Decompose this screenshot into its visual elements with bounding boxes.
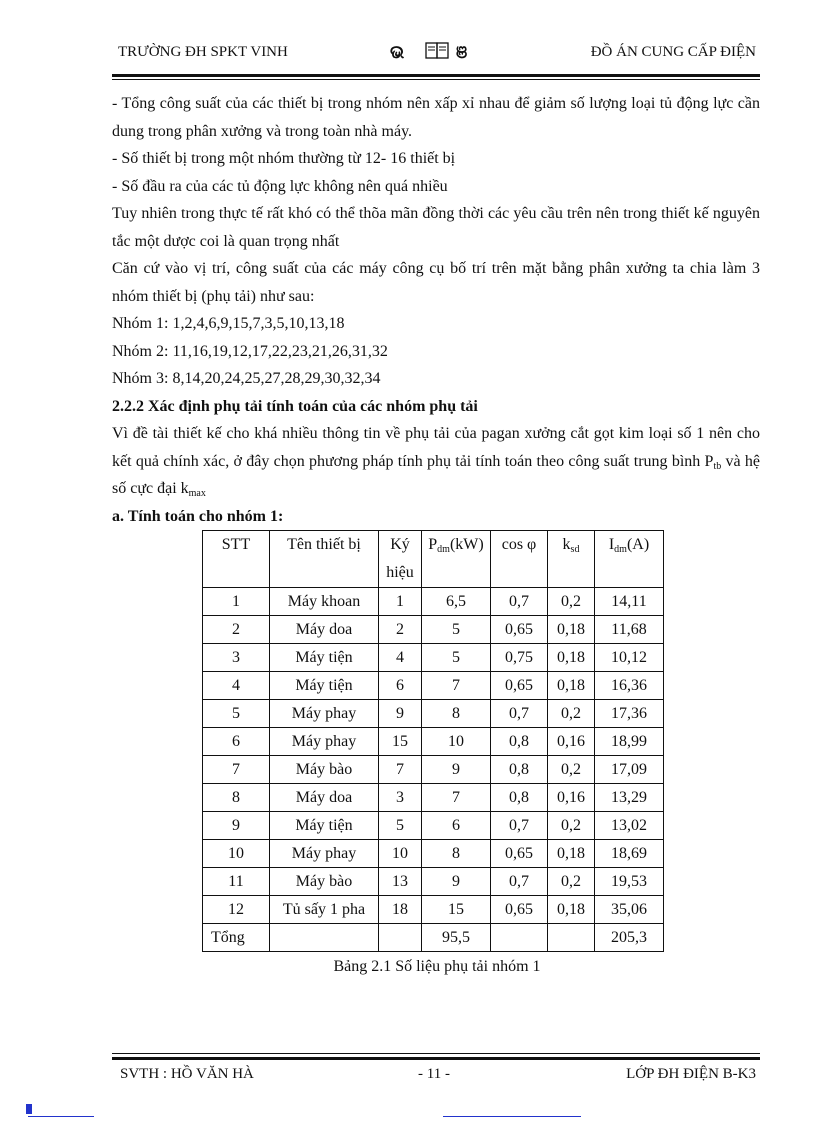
- table-cell-p: 10: [422, 728, 491, 756]
- table-cell-stt: 2: [203, 616, 270, 644]
- group-1-line: Nhóm 1: 1,2,4,6,9,15,7,3,5,10,13,18: [112, 315, 345, 332]
- table-cell-ksd: 0,16: [548, 728, 595, 756]
- table-cell-symbol: 5: [379, 812, 422, 840]
- total-empty-ksd: [548, 924, 595, 952]
- paragraph-6-text-b: và hệ số cực đại k: [112, 452, 761, 497]
- paragraph-6-text-a: Vì đề tài thiết kế cho khá nhiều thông tin về phụ tải của pagan xưởng cắt gọt kim loại số 1 nên cho kết quả chính xác, ở đây chọn phương pháp tính phụ tải tính toán theo công suất trung bình P: [112, 425, 760, 470]
- table-cell-i: 35,06: [595, 896, 664, 924]
- header-rule-thick: [112, 74, 760, 77]
- table-cell-cos: 0,8: [491, 728, 548, 756]
- table-cell-name: Máy phay: [270, 840, 379, 868]
- table-cell-cos: 0,65: [491, 896, 548, 924]
- table-header-row: [203, 531, 664, 588]
- page-header: [112, 44, 760, 68]
- table-cell-cos: 0,7: [491, 700, 548, 728]
- header-school: TRƯỜNG ĐH SPKT VINH: [118, 44, 288, 60]
- paragraph-6-sub-max: max: [188, 488, 206, 499]
- table-cell-cos: 0,75: [491, 644, 548, 672]
- header-symbol-line1: Ký: [390, 536, 410, 553]
- table-cell-i: 17,36: [595, 700, 664, 728]
- table-cell-stt: 6: [203, 728, 270, 756]
- table-cell-symbol: 10: [379, 840, 422, 868]
- table-cell-ksd: 0,18: [548, 840, 595, 868]
- table-cell-symbol: 13: [379, 868, 422, 896]
- table-cell-p: 5: [422, 644, 491, 672]
- paragraph-5: Căn cứ vào vị trí, công suất của các máy công cụ bố trí trên mặt bằng phân xưởng ta chia làm 3 nhóm thiết bị (phụ tải) như sau:: [112, 260, 760, 305]
- total-empty-name: [270, 924, 379, 952]
- header-symbol-line2: hiệu: [386, 564, 414, 581]
- section-heading: 2.2.2 Xác định phụ tải tính toán của các nhóm phụ tải: [112, 397, 478, 415]
- total-current: 205,3: [595, 924, 664, 952]
- svg-text:ଭ: ଭ: [390, 42, 406, 63]
- table-cell-ksd: 0,2: [548, 700, 595, 728]
- table-cell-symbol: 7: [379, 756, 422, 784]
- table-cell-cos: 0,8: [491, 784, 548, 812]
- footer-rule-thick: [112, 1057, 760, 1060]
- table-cell-symbol: 4: [379, 644, 422, 672]
- table-cell-name: Máy phay: [270, 728, 379, 756]
- table-cell-name: Máy bào: [270, 868, 379, 896]
- table-cell-symbol: 3: [379, 784, 422, 812]
- table-cell-cos: 0,7: [491, 868, 548, 896]
- table-cell-name: Tủ sấy 1 pha: [270, 896, 379, 924]
- subsection-heading: a. Tính toán cho nhóm 1:: [112, 507, 284, 525]
- table-cell-i: 10,12: [595, 644, 664, 672]
- table-cell-i: 16,36: [595, 672, 664, 700]
- footer-page-number: - 11 -: [418, 1066, 450, 1082]
- table-cell-stt: 9: [203, 812, 270, 840]
- header-current-unit: (A): [626, 536, 650, 553]
- table-row: [203, 812, 664, 840]
- header-stt: STT: [203, 531, 270, 588]
- header-course: ĐỒ ÁN CUNG CẤP ĐIỆN: [590, 44, 756, 60]
- total-power: 95,5: [422, 924, 491, 952]
- table-cell-symbol: 2: [379, 616, 422, 644]
- footer-link-right[interactable]: [443, 1116, 581, 1117]
- table-row: [203, 644, 664, 672]
- table-row: [203, 784, 664, 812]
- table-cell-i: 17,09: [595, 756, 664, 784]
- table-cell-stt: 3: [203, 644, 270, 672]
- book-ornament-icon: [390, 41, 486, 63]
- table-cell-p: 6: [422, 812, 491, 840]
- table-cell-ksd: 0,18: [548, 644, 595, 672]
- table-row: [203, 868, 664, 896]
- table-cell-name: Máy tiện: [270, 644, 379, 672]
- table-cell-ksd: 0,18: [548, 616, 595, 644]
- table-cell-i: 18,99: [595, 728, 664, 756]
- paragraph-2: - Số thiết bị trong một nhóm thường từ 12- 16 thiết bị: [112, 150, 456, 167]
- table-row: [203, 840, 664, 868]
- table-cell-name: Máy doa: [270, 784, 379, 812]
- table-cell-symbol: 15: [379, 728, 422, 756]
- table-cell-symbol: 6: [379, 672, 422, 700]
- table-cell-ksd: 0,16: [548, 784, 595, 812]
- table-cell-i: 18,69: [595, 840, 664, 868]
- table-caption: Bảng 2.1 Số liệu phụ tải nhóm 1: [333, 958, 541, 975]
- header-ornament-icon: [390, 41, 486, 68]
- table-cell-i: 14,11: [595, 588, 664, 616]
- table-cell-ksd: 0,18: [548, 672, 595, 700]
- footer-class: LỚP ĐH ĐIỆN B-K3: [626, 1066, 756, 1082]
- header-power-main: P: [428, 536, 438, 553]
- table-cell-stt: 7: [203, 756, 270, 784]
- table-cell-name: Máy doa: [270, 616, 379, 644]
- table-cell-p: 9: [422, 756, 491, 784]
- footer-rule-thin: [112, 1053, 760, 1054]
- document-body: [112, 90, 760, 530]
- table-cell-ksd: 0,2: [548, 588, 595, 616]
- table-cell-cos: 0,65: [491, 672, 548, 700]
- header-cos: cos φ: [491, 531, 548, 588]
- table-cell-cos: 0,65: [491, 616, 548, 644]
- table-row: [203, 616, 664, 644]
- paragraph-3: - Số đầu ra của các tủ động lực không nên quá nhiều: [112, 177, 448, 195]
- svg-text:ଞ: ଞ: [456, 42, 469, 63]
- paragraph-6-sub-tb: tb: [713, 460, 722, 472]
- table-row: [203, 728, 664, 756]
- header-power-unit: (kW): [449, 536, 484, 553]
- table-cell-symbol: 1: [379, 588, 422, 616]
- table-cell-stt: 5: [203, 700, 270, 728]
- table-cell-p: 8: [422, 700, 491, 728]
- total-empty-cos: [491, 924, 548, 952]
- table-cell-ksd: 0,2: [548, 868, 595, 896]
- group-2-line: Nhóm 2: 11,16,19,12,17,22,23,21,26,31,32: [112, 342, 388, 360]
- table-cell-p: 6,5: [422, 588, 491, 616]
- header-current-sub: dm: [614, 544, 627, 555]
- table-total-row: [203, 924, 664, 952]
- table-cell-stt: 12: [203, 896, 270, 924]
- table-cell-symbol: 9: [379, 700, 422, 728]
- header-ksd: [548, 531, 595, 588]
- table-cell-name: Máy phay: [270, 700, 379, 728]
- total-empty-symbol: [379, 924, 422, 952]
- table-row: [203, 672, 664, 700]
- table-row: [203, 700, 664, 728]
- table-cell-ksd: 0,2: [548, 756, 595, 784]
- table-cell-name: Máy khoan: [270, 588, 379, 616]
- header-name: Tên thiết bị: [270, 531, 379, 588]
- table-cell-p: 15: [422, 896, 491, 924]
- table-cell-p: 5: [422, 616, 491, 644]
- table-cell-p: 7: [422, 784, 491, 812]
- table-cell-stt: 11: [203, 868, 270, 896]
- header-current-main: I: [608, 536, 615, 553]
- header-power-sub: dm: [437, 544, 450, 555]
- table-cell-i: 11,68: [595, 616, 664, 644]
- table-cell-p: 8: [422, 840, 491, 868]
- table-row: [203, 896, 664, 924]
- table-row: [203, 588, 664, 616]
- table-cell-ksd: 0,2: [548, 812, 595, 840]
- load-table: [202, 530, 664, 952]
- table-cell-stt: 10: [203, 840, 270, 868]
- footer-student: SVTH : HỒ VĂN HÀ: [120, 1066, 254, 1082]
- table-cell-symbol: 18: [379, 896, 422, 924]
- table-cell-name: Máy tiện: [270, 812, 379, 840]
- group-3-line: Nhóm 3: 8,14,20,24,25,27,28,29,30,32,34: [112, 370, 381, 387]
- header-symbol: [379, 531, 422, 588]
- paragraph-6: [112, 420, 760, 503]
- table-cell-cos: 0,7: [491, 812, 548, 840]
- total-label: Tổng: [203, 924, 270, 952]
- table-cell-i: 13,02: [595, 812, 664, 840]
- paragraph-4: Tuy nhiên trong thực tế rất khó có thể thõa mãn đồng thời các yêu cầu trên nên trong thiết kế nguyên tắc một dược coi là quan trọng nhất: [112, 205, 760, 250]
- table-cell-i: 19,53: [595, 868, 664, 896]
- table-cell-name: Máy bào: [270, 756, 379, 784]
- table-cell-cos: 0,65: [491, 840, 548, 868]
- table-cell-p: 9: [422, 868, 491, 896]
- header-ksd-sub: sd: [570, 544, 580, 555]
- table-row: [203, 756, 664, 784]
- table-cell-name: Máy tiện: [270, 672, 379, 700]
- header-ksd-main: k: [562, 536, 571, 553]
- table-cell-p: 7: [422, 672, 491, 700]
- table-cell-cos: 0,8: [491, 756, 548, 784]
- header-power: [422, 531, 491, 588]
- link-marker-icon[interactable]: [26, 1104, 32, 1114]
- header-rule-thin: [112, 79, 760, 80]
- table-cell-stt: 4: [203, 672, 270, 700]
- table-cell-stt: 1: [203, 588, 270, 616]
- header-current: [595, 531, 664, 588]
- table-cell-ksd: 0,18: [548, 896, 595, 924]
- table-cell-cos: 0,7: [491, 588, 548, 616]
- paragraph-1: - Tổng công suất của các thiết bị trong nhóm nên xấp xỉ nhau để giảm số lượng loại tủ động lực cần dung trong phân xưởng và trong toàn nhà máy.: [112, 95, 760, 140]
- footer-link-left[interactable]: [28, 1116, 94, 1117]
- table-cell-stt: 8: [203, 784, 270, 812]
- table-cell-i: 13,29: [595, 784, 664, 812]
